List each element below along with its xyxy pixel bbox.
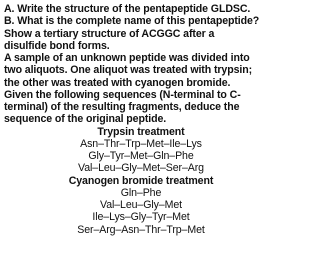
question-document [4, 3, 278, 236]
question-line-terminal: terminal) of the resulting fragments, deduce the [4, 101, 240, 113]
question-line-disulfide: disulfide bond forms. [4, 39, 110, 52]
question-line-given: Given the following sequences (N-terminal to C- [4, 88, 241, 101]
trypsin-heading: Trypsin treatment [97, 125, 185, 138]
cyanogen-fragment: Val–Leu–Gly–Met [100, 199, 182, 211]
cyanogen-fragment: Ile–Lys–Gly–Tyr–Met [92, 211, 190, 224]
trypsin-fragment: Gly–Tyr–Met–Gln–Phe [88, 150, 194, 162]
question-line-a: A. Write the structure of the pentapeptide GLDSC. [4, 3, 251, 15]
question-line-sample: A sample of an unknown peptide was divided into [4, 52, 250, 64]
cyanogen-fragment: Gln–Phe [120, 186, 162, 199]
question-line-aliquots: two aliquots. One aliquot was treated with trypsin; [4, 64, 252, 77]
trypsin-fragment: Val–Leu–Gly–Met–Ser–Arg [78, 162, 204, 175]
question-line-tertiary: Show a tertiary structure of ACGGC after a [4, 27, 215, 40]
question-line-cyanogen: the other was treated with cyanogen bromide. [4, 76, 231, 89]
cyanogen-heading: Cyanogen bromide treatment [68, 174, 214, 187]
question-line-deduce: sequence of the original peptide. [4, 113, 167, 126]
cyanogen-fragment: Ser–Arg–Asn–Thr–Trp–Met [77, 223, 205, 236]
trypsin-fragment: Asn–Thr–Trp–Met–Ile–Lys [80, 137, 202, 150]
question-line-b: B. What is the complete name of this pentapeptide? [4, 15, 260, 28]
